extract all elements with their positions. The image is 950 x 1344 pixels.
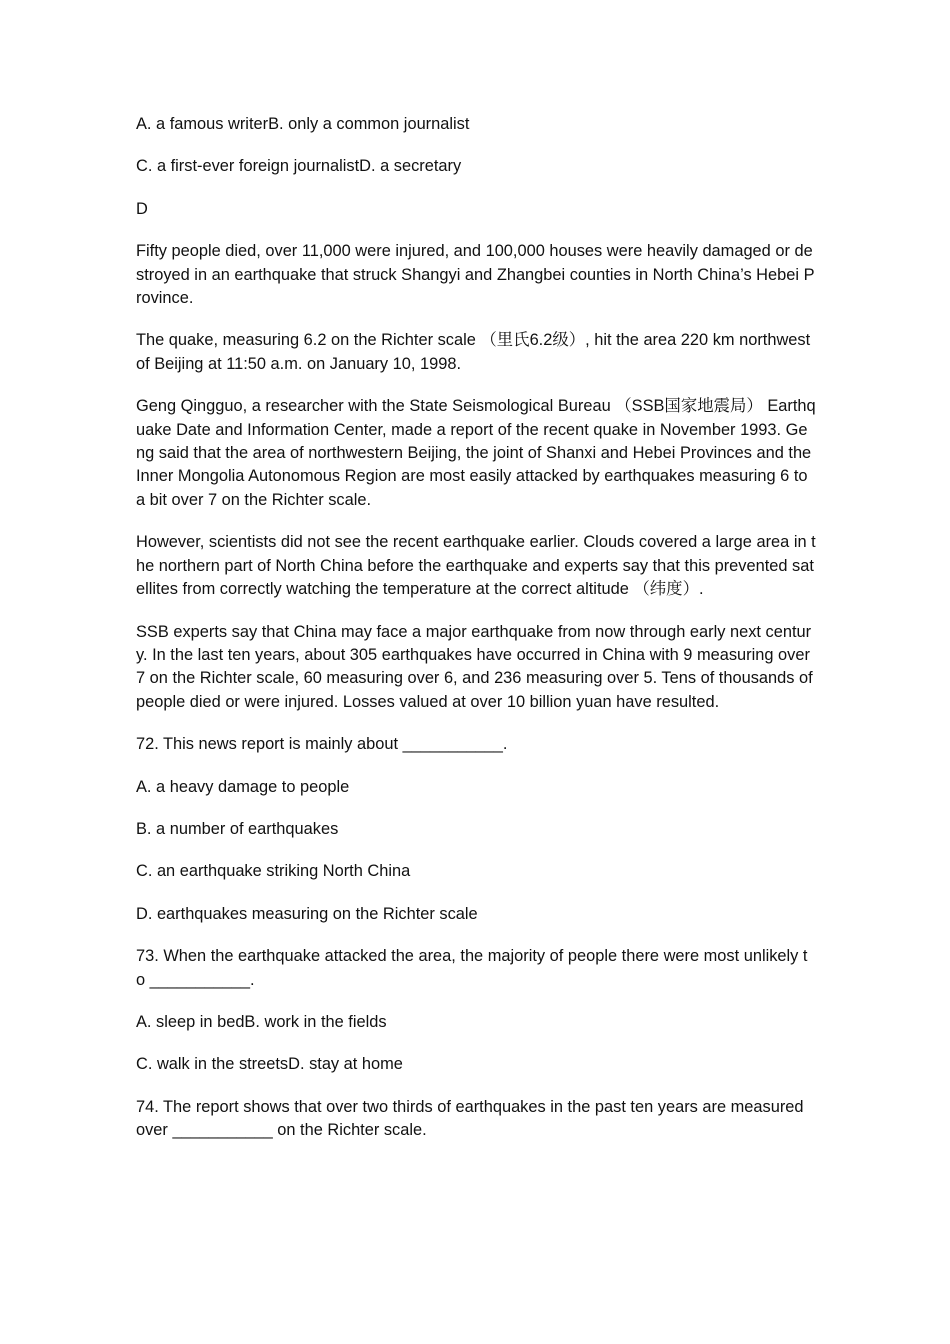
question-73-options-a-b: A. sleep in bedB. work in the fields xyxy=(136,1012,387,1031)
question-72: 72. This news report is mainly about ___________. xyxy=(136,735,508,754)
question-73-options-c-d: C. walk in the streetsD. stay at home xyxy=(136,1055,403,1074)
question-72-option-d: D. earthquakes measuring on the Richter scale xyxy=(136,904,478,923)
passage-paragraph-2: The quake, measuring 6.2 on the Richter scale （里氏6.2级）, hit the area 220 km northwest of Beijing at 11:50 a.m. on January 10, 1998. xyxy=(136,331,811,373)
question-74: 74. The report shows that over two thirds of earthquakes in the past ten years are measured over ___________ on the Richter scale. xyxy=(136,1097,804,1140)
question-72-option-b: B. a number of earthquakes xyxy=(136,819,339,838)
passage-paragraph-5: SSB experts say that China may face a major earthquake from now through early next century. In the last ten years, about 305 earthquakes have occurred in China with 9 measuring over 7 on the Richter scale, 60 measuring over 6, and 236 measuring over 5. Tens of thousands of people died or were injured. Losses valued at over 10 billion yuan have resulted. xyxy=(136,622,813,711)
question-72-option-a: A. a heavy damage to people xyxy=(136,777,350,796)
option-line-a-b-prev: A. a famous writerB. only a common journalist xyxy=(136,115,470,133)
question-73: 73. When the earthquake attacked the area, the majority of people there were most unlikely to ___________. xyxy=(136,947,808,989)
question-72-option-c: C. an earthquake striking North China xyxy=(136,862,411,881)
passage-paragraph-1: Fifty people died, over 11,000 were injured, and 100,000 houses were heavily damaged or destroyed in an earthquake that struck Shangyi and Zhangbei counties in North China’s Hebei Province. xyxy=(136,242,815,308)
section-heading-d: D xyxy=(136,199,148,218)
option-line-c-d-prev: C. a first-ever foreign journalistD. a secretary xyxy=(136,157,462,176)
document-page xyxy=(136,113,816,1162)
passage-paragraph-3: Geng Qingguo, a researcher with the State Seismological Bureau （SSB国家地震局） Earthquake Date and Information Center, made a report of the recent quake in November 1993. Geng said that the area of northwestern Beijing, the joint of Shanxi and Hebei Provinces and the Inner Mongolia Autonomous Region are most easily attacked by earthquakes measuring 6 to a bit over 7 on the Richter scale. xyxy=(136,397,816,509)
passage-paragraph-4: However, scientists did not see the recent earthquake earlier. Clouds covered a large area in the northern part of North China before the earthquake and experts say that this prevented satellites from correctly watching the temperature at the correct altitude （纬度）. xyxy=(136,533,816,599)
